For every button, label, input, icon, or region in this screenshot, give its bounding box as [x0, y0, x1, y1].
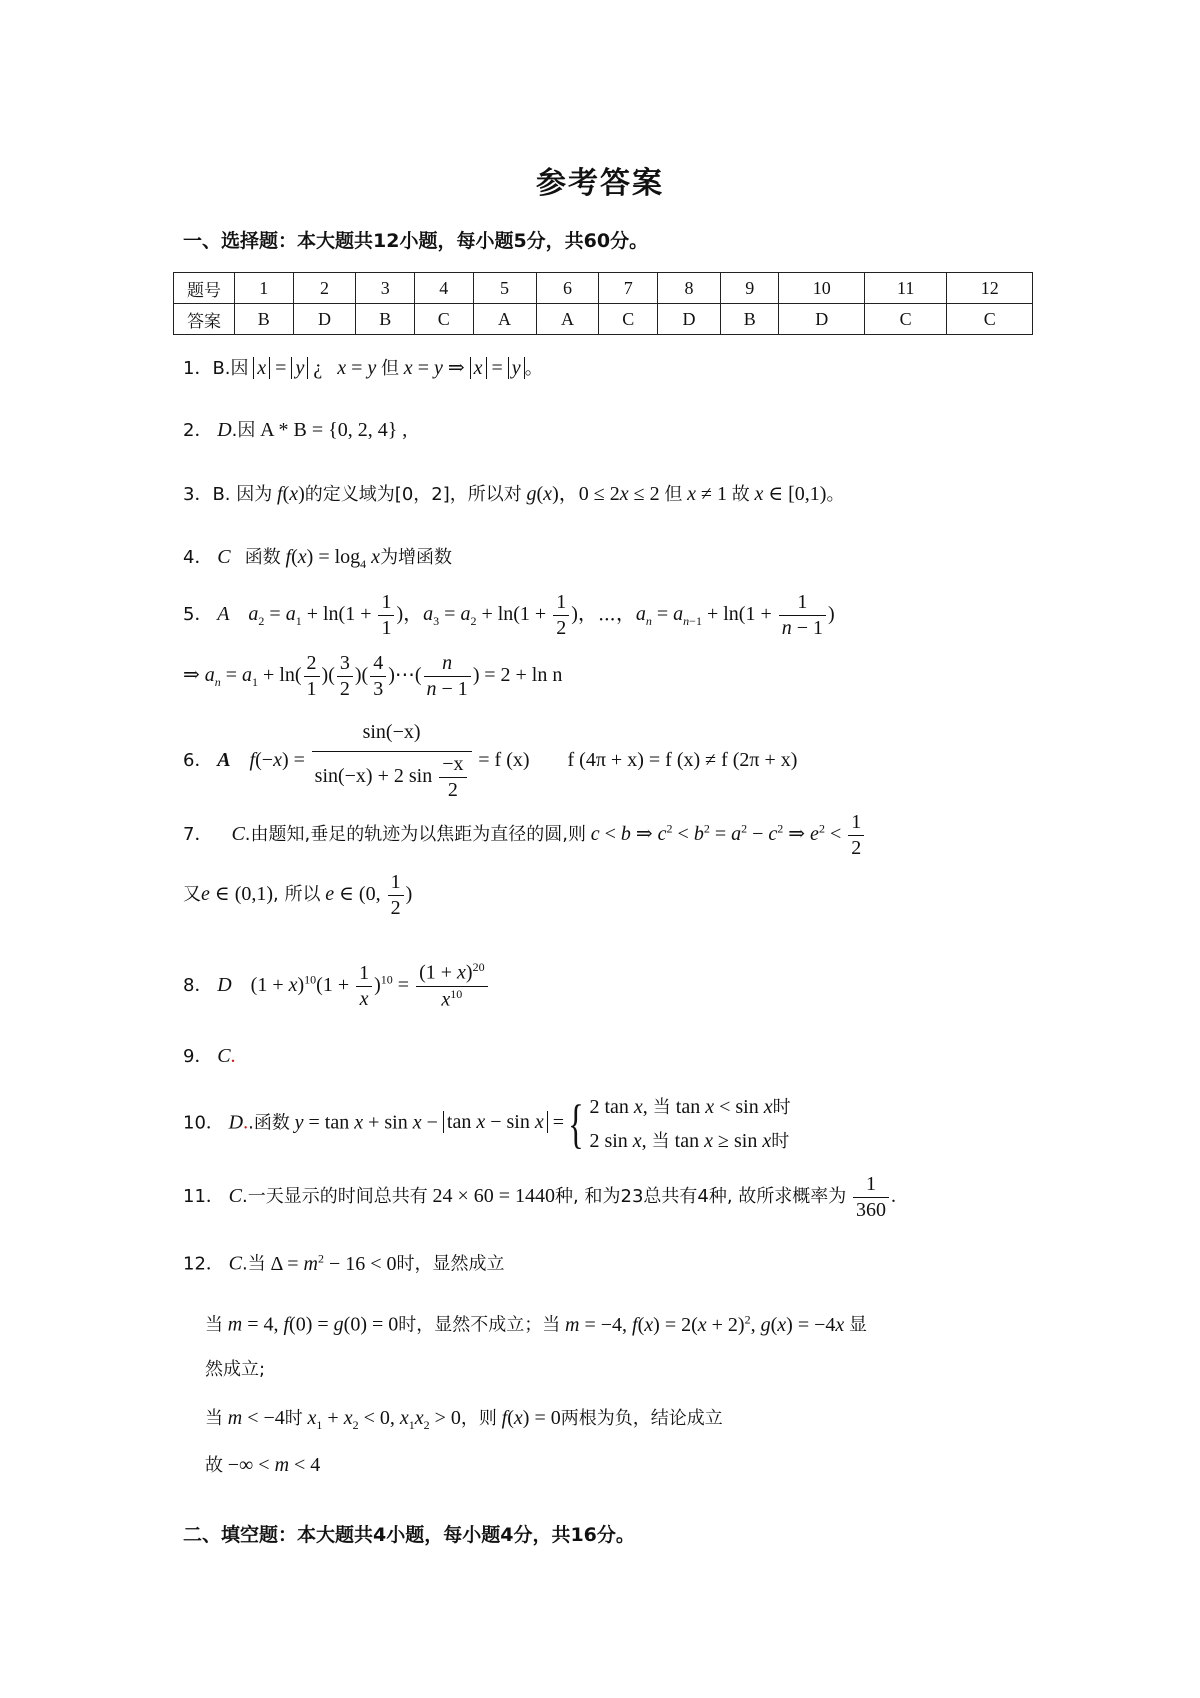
table-cell: D [779, 304, 864, 335]
table-cell: A [473, 304, 536, 335]
solution-3: 3．B. 因为 f(x)的定义域为[0，2]，所以对 g(x)，0 ≤ 2x ≤ 2 但 x ≠ 1 故 x ∈ [0,1)。 [183, 483, 845, 505]
table-cell: B [356, 304, 415, 335]
table-cell: 6 [536, 273, 599, 304]
table-row-answers [174, 304, 1033, 335]
table-cell: C [415, 304, 474, 335]
table-cell: 10 [779, 273, 864, 304]
table-row-label: 答案 [174, 304, 235, 335]
solution-12-line-2: 当 m = 4, f(0) = g(0) = 0时，显然不成立；当 m = −4, $f(x) = 2(x + 2)^2$, g(x) = −4x 显 [205, 1312, 868, 1336]
table-cell: 9 [720, 273, 779, 304]
table-cell: 4 [415, 273, 474, 304]
solution-8: 8． D $(1 + x)^{10}(1$ + $\frac{1}{x}$ )$^{10}$ = $\frac{(1 + x)^{20}}{x^{10}}$ [183, 960, 490, 1012]
table-cell: 2 [293, 273, 356, 304]
table-row-question-numbers [174, 273, 1033, 304]
table-cell: 7 [599, 273, 658, 304]
solution-9: 9． C. [183, 1045, 236, 1067]
section-fill-in-heading: 二、填空题：本大题共4小题，每小题4分，共16分。 [183, 1524, 635, 1546]
table-cell: D [293, 304, 356, 335]
solution-7: 7． C.由题知,垂足的轨迹为以焦距为直径的圆,则 c < b ⇒ $c^2 < b^2 = a^2 - c^2$ ⇒ $e^2$ < $\frac{1}{2}$ [183, 810, 866, 861]
table-cell: B [720, 304, 779, 335]
solution-2: 2． D.因 A * B = {0, 2, 4} , [183, 419, 408, 441]
table-cell: D [657, 304, 720, 335]
solution-12: 12． C.当 $\Delta = m^2 - 16 < 0$时，显然成立 [183, 1251, 505, 1275]
answer-letter: D [217, 419, 232, 441]
solution-10: 10． D..函数 y = tan x + sin x − tan x − sin x = { 2 tan x, 当 tan x < sin x时 2 sin x, 当 tan x ≥ sin x时 [183, 1094, 791, 1154]
table-cell: B [235, 304, 294, 335]
answer-letter: C [231, 823, 245, 846]
answer-letter: A [217, 748, 231, 771]
section-multiple-choice-heading: 一、选择题：本大题共12小题，每小题5分，共60分。 [183, 230, 649, 252]
table-cell: 1 [235, 273, 294, 304]
table-cell: C [947, 304, 1033, 335]
solution-12-line-3: 然成立; [205, 1359, 266, 1380]
solution-12-line-4: 当 m < −4时 $x_1 + x_2 < 0$, $x_1x_2 > 0$，则 f(x) = 0两根为负，结论成立 [205, 1407, 723, 1432]
answer-letter: A [217, 603, 230, 626]
table-cell: C [864, 304, 947, 335]
solution-1: 1．B.因 x = y ¿ x = y 但 x = y ⇒ x = y 。 [183, 357, 543, 379]
answer-letter: C [228, 1184, 242, 1207]
answer-letter: C [217, 1045, 231, 1067]
answer-letter: D [217, 973, 232, 996]
solution-7-line-2: 又e ∈ (0,1), 所以 e ∈ (0, $\frac{1}{2}$ ) [183, 871, 413, 919]
solution-5-line-2: ⇒ $a_n = a_1 + \ln$( $\frac{2}{1}$ )( $\frac{3}{2}$ )( $\frac{4}{3}$ )⋯( $\frac{n}{n - 1}$ ) = 2 + ln n [183, 652, 563, 700]
answer-table [173, 272, 1033, 335]
page-title: 参考答案 [536, 166, 664, 201]
table-row-label: 题号 [174, 273, 235, 304]
table-cell: 3 [356, 273, 415, 304]
table-cell: A [536, 304, 599, 335]
solution-12-line-5: 故 −∞ < m < 4 [205, 1454, 321, 1476]
table-cell: 12 [947, 273, 1033, 304]
table-cell: 11 [864, 273, 947, 304]
solution-11: 11． C.一天显示的时间总共有 24 × 60 = 1440种, 和为23总共有4种, 故所求概率为 $\frac{1}{360}$ . [183, 1173, 897, 1221]
table-cell: 8 [657, 273, 720, 304]
answer-letter: C [228, 1252, 242, 1275]
answer-letter: D [228, 1111, 244, 1134]
solution-4: 4． C 函数 $f(x) = \log_4 x$为增函数 [183, 546, 453, 571]
table-cell: C [599, 304, 658, 335]
table-cell: 5 [473, 273, 536, 304]
answer-letter: C [217, 546, 231, 568]
solution-6: 6． A f(−x) = sin(−x) sin(−x) + 2 sin $\frac{-x}{2}$ = f (x) f (4π + x) = f (x) ≠ f (2π + x) [183, 721, 798, 801]
solution-5: 5． A $a_2 = a_1 + \ln(1$ + $\frac{1}{1}$ )，$a_3 = a_2 + \ln(1$ + $\frac{1}{2}$ )，⋯，$a_n = a_{n-1} + \ln(1$ + $\frac{1}{n - 1}$ ) [183, 591, 835, 639]
